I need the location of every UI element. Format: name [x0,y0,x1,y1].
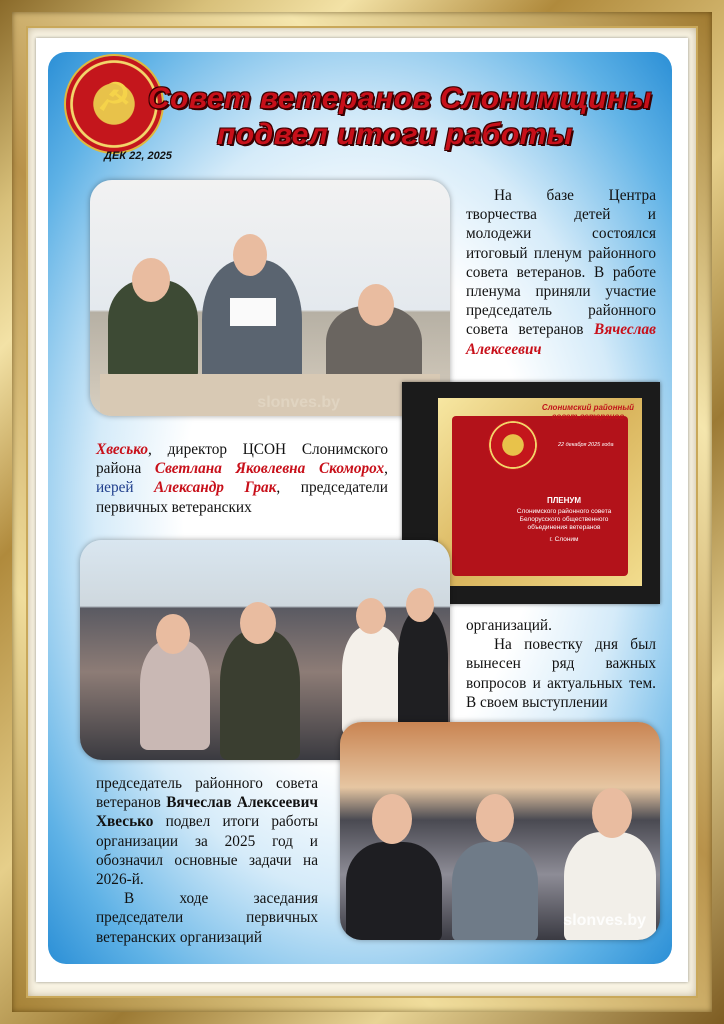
person-name-grak: Александр Грак [154,479,277,497]
article-p3: организаций. [466,617,552,634]
slide-body [504,496,624,545]
page-title-line2: подвел итоги работы [217,118,573,151]
person-name-khvesko-surname: Хвесько [96,441,149,458]
slide-date: 22 декабря 2025 года [558,442,614,448]
article-p1: На базе Центра творчества детей и молодежи состоялся итоговый пленум районного совета ветеранов. В работе пленума приняли участие председатель районного совета ветеранов [466,187,656,339]
person-name-skomorokh: Светлана Яковлевна Скоморох [154,460,385,478]
person-name-khvesko: Вячеслав Алексеевич [466,321,656,358]
article-text-block-4 [96,774,318,947]
veterans-emblem-icon [488,420,538,470]
slide-line3: г. Слоним [549,536,579,544]
slide-line2: Слонимского районного совета Белорусского общественного объединения ветеранов [516,508,612,532]
watermark: slonves.by [257,394,340,411]
article-p2-text1: , директор ЦСОН Слонимского района [96,441,388,478]
person-name-khvesko-full: Вячеслав Алексеевич Хвесько [96,794,319,831]
article-p2-text3 [134,479,155,496]
photo-presidium [90,180,450,416]
article-text-block-1 [466,186,656,359]
watermark: slonves.by [563,912,646,929]
star-icon: ☭ [96,75,132,121]
slide-line1: ПЛЕНУМ [546,496,582,505]
article-p2-text2: , [384,460,388,478]
publish-date: ДЕК 22, 2025 [104,150,172,162]
article-p6: В ходе заседания председатели первичных ветеранских организаций [96,890,318,946]
photo-participants [340,722,660,940]
article-text-block-3 [466,616,656,712]
article-p2-text4: , председатели первичных ветеранских [96,479,388,516]
article-p4: На повестку дня был вынесен ряд важных вопросов и актуальных тем. В своем выступлении [466,636,656,711]
article-p2-word: иерей [96,479,134,497]
article-p5-text1: председатель районного совета ветеранов [96,775,318,812]
article-text-block-2 [96,440,388,517]
article-p5-text2: подвел итоги работы организации за 2025 год и обозначил основные задачи на 2026-й. [96,813,318,889]
slide-heading: Слонимский районный совет ветеранов [541,403,635,421]
page-title-line1: Совет ветеранов Слонимщины [147,82,652,115]
